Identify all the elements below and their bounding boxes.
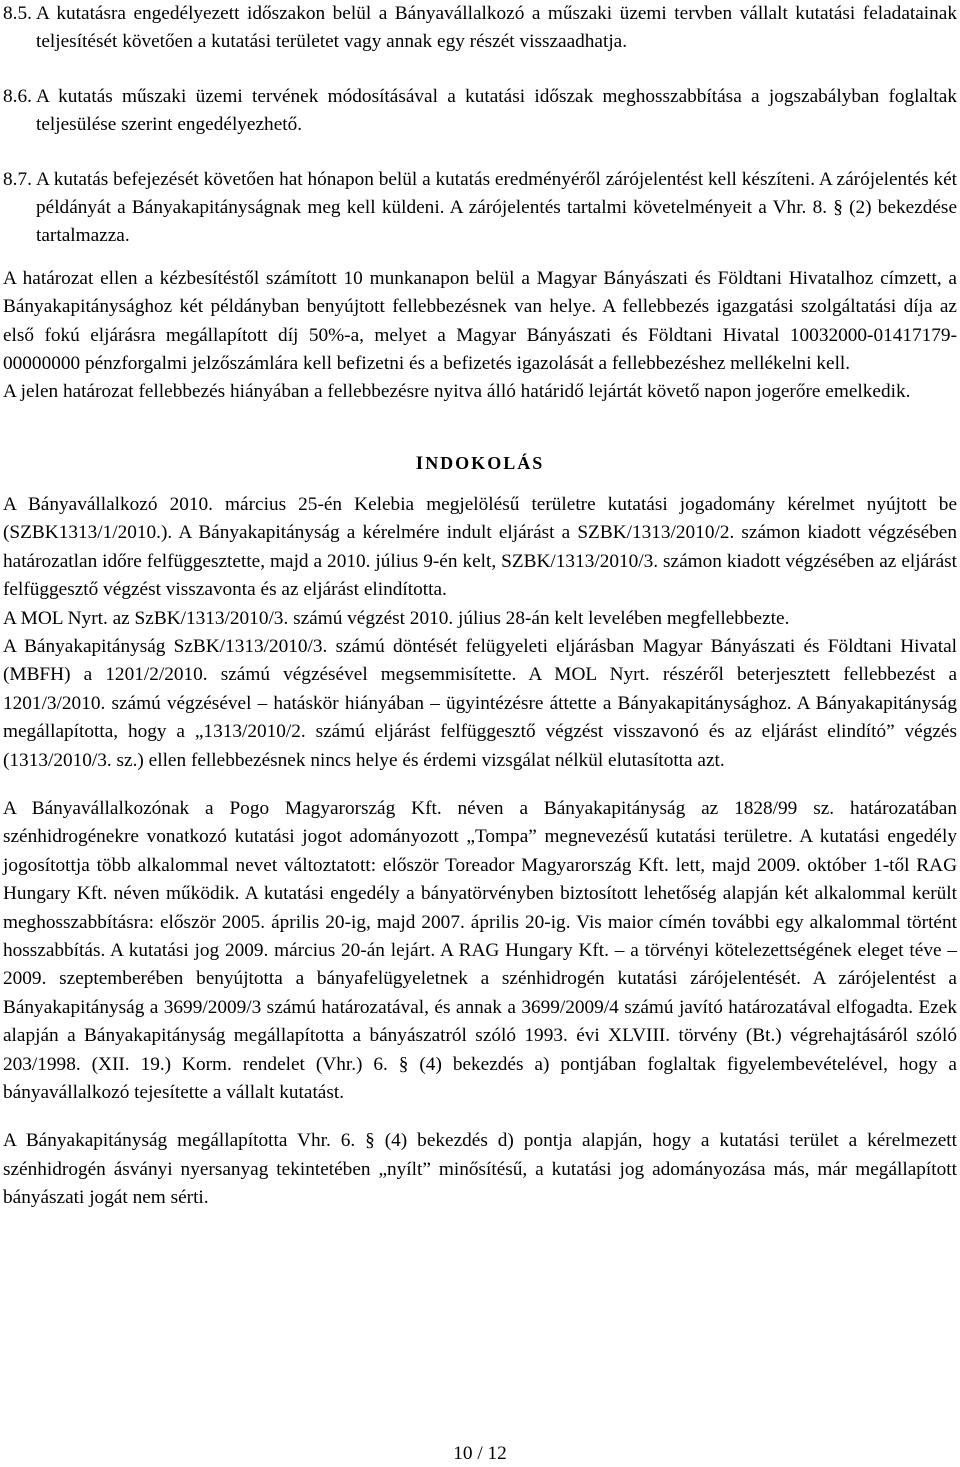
clause-text: A kutatás műszaki üzemi tervének módosításával a kutatási időszak meghosszabbítása a jogszabályban foglaltak teljesülése szerint engedélyezhető. xyxy=(36,85,957,136)
clause-8-7 xyxy=(3,166,957,251)
reasoning-paragraph-3: A Bányakapitányság SzBK/1313/2010/3. számú döntését felügyeleti eljárásban Magyar Bányászati és Földtani Hivatal (MBFH) a 1201/2/2010. számú végzésével megsemmisítette. A MOL Nyrt. részéről beterjesztett fellebbezést a 1201/3/2010. számú végzésével – hatáskör hiányában – ügyintézésre áttette a Bányakapitánysághoz. A Bányakapitányság megállapította, hogy a „1313/2010/2. számú eljárást felfüggesztő végzést visszavonó és az eljárást elindító” végzés (1313/2010/3. sz.) ellen fellebbezésnek nincs helye és érdemi vizsgálat nélkül elutasította azt. xyxy=(3,635,957,771)
appeal-paragraph: A határozat ellen a kézbesítéstől számított 10 munkanapon belül a Magyar Bányászati és Földtani Hivatalhoz címzett, a Bányakapitánysághoz két példányban benyújtott fellebbezésnek van helye. A fellebbezés igazgatási szolgáltatási díja az első fokú eljárásra megállapított díj 50%-a, melyet a Magyar Bányászati és Földtani Hivatal 10032000-01417179-00000000 pénzforgalmi jelzőszámlára kell befizetni és a befizetés igazolását a fellebbezéshez mellékelni kell. xyxy=(3,267,957,375)
clause-text: A kutatásra engedélyezett időszakon belül a Bányavállalkozó a műszaki üzemi tervben vállalt kutatási feladatainak teljesítését követően a kutatási területet vagy annak egy részét visszaadhatja. xyxy=(36,3,957,53)
document-page xyxy=(3,0,957,1213)
clause-number: 8.7. xyxy=(3,168,32,190)
section-heading xyxy=(3,449,957,477)
clause-number: 8.6. xyxy=(3,85,32,107)
clause-8-6 xyxy=(3,83,957,140)
clause-8-5 xyxy=(3,0,957,57)
reasoning-paragraph-5: A Bányakapitányság megállapította Vhr. 6. § (4) bekezdés d) pontja alapján, hogy a kutatási terület a kérelmezett szénhidrogén ásványi nyersanyag tekintetében „nyílt” minősítésű, a kutatási jog adományozása más, már megállapított bányászati jogát nem sérti. xyxy=(3,1130,957,1209)
legal-force-paragraph: A jelen határozat fellebbezés hiányában a fellebbezésre nyitva álló határidő lejártát követő napon jogerőre emelkedik. xyxy=(3,381,911,403)
reasoning-paragraph-2: A MOL Nyrt. az SzBK/1313/2010/3. számú végzést 2010. július 28-án kelt levelében megfellebbezte. xyxy=(3,607,790,629)
clause-text: A kutatás befejezését követően hat hónapon belül a kutatás eredményéről zárójelentést kell készíteni. A zárójelentés két példányát a Bányakapitányságnak meg kell küldeni. A zárójelentés tartalmi követelményeit a Vhr. 8. § (2) bekezdése tartalmazza. xyxy=(36,168,957,247)
page-number: 10 / 12 xyxy=(453,1443,507,1464)
heading-rest: NDOKOLÁS xyxy=(425,452,545,473)
reasoning-paragraph-1: A Bányavállalkozó 2010. március 25-én Kelebia megjelölésű területre kutatási jogadomány kérelmet nyújtott be (SZBK1313/1/2010.). A Bányakapitányság a kérelmére indult eljárást a SZBK/1313/2010/2. számon kiadott végzésében határozatlan időre felfüggesztette, majd a 2010. július 9-én kelt, SZBK/1313/2010/3. számon kiadott végzésében az eljárást felfüggesztő végzést visszavonta és az eljárást elindította. xyxy=(3,493,957,601)
reasoning-paragraph-4: A Bányavállalkozónak a Pogo Magyarország Kft. néven a Bányakapitányság az 1828/99 sz. határozatában szénhidrogénekre vonatkozó kutatási jogot adományozott „Tompa” megnevezésű kutatási területre. A kutatási engedély jogosítottja több alkalommal nevet változtatott: először Toreador Magyarország Kft. lett, majd 2009. október 1-től RAG Hungary Kft. néven működik. A kutatási engedély a bányatörvényben biztosított lehetőség alapján két alkalommal került meghosszabbításra: először 2005. április 20-ig, majd 2007. április 20-ig. Vis maior címén további egy alkalommal történt hosszabbítás. A kutatási jog 2009. március 20-án lejárt. A RAG Hungary Kft. – a törvényi kötelezettségének eleget téve – 2009. szeptemberében benyújtotta a bányafelügyeletnek a szénhidrogén kutatási zárójelentését. A zárójelentést a Bányakapitányság a 3699/2009/3 számú határozatával, és annak a 3699/2009/4 számú javító határozatával elfogadta. Ezek alapján a Bányakapitányság megállapította a bányászatról szóló 1993. évi XLVIII. törvény (Bt.) végrehajtásáról szóló 203/1998. (XII. 19.) Korm. rendelet (Vhr.) 6. § (4) bekezdés a) pontjában foglaltak figyelembevételével, hogy a bányavállalkozó tejesítette a vállalt kutatást. xyxy=(3,797,957,1103)
heading-initial: I xyxy=(415,452,426,474)
clause-number: 8.5. xyxy=(3,3,32,24)
